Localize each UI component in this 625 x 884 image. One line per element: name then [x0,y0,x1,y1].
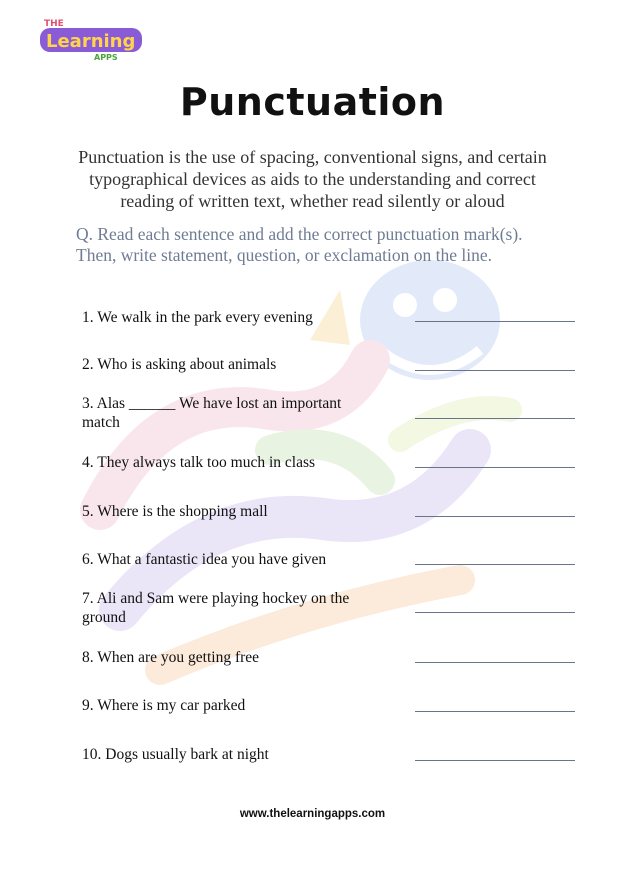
answer-line[interactable] [415,612,575,613]
question-text: 6. What a fantastic idea you have given [82,551,327,568]
answer-line[interactable] [415,516,575,517]
logo-text-the: THE [44,19,64,29]
question-text: 9. Where is my car parked [82,697,246,714]
page-title: Punctuation [179,80,446,124]
question-text: 2. Who is asking about animals [82,356,277,373]
answer-line[interactable] [415,321,575,322]
intro-paragraph: Punctuation is the use of spacing, conventional signs, and certain typographical devices as aids to the understanding and correct reading of written text, whether read silently or aloud [78,147,547,211]
question-text: 3. Alas ______ We have lost an important match [82,395,342,431]
footer-website-link[interactable]: www.thelearningapps.com [239,808,386,820]
answer-line[interactable] [415,564,575,565]
logo-text-apps: APPS [94,53,118,62]
instruction-text: Q. Read each sentence and add the correct punctuation mark(s). Then, write statement, question, or exclamation on the line. [76,224,523,265]
question-text: 4. They always talk too much in class [82,454,316,471]
question-text: 1. We walk in the park every evening [82,309,313,326]
question-text: 7. Ali and Sam were playing hockey on the ground [82,590,350,626]
question-text: 8. When are you getting free [82,649,260,666]
answer-line[interactable] [415,662,575,663]
answer-line[interactable] [415,418,575,419]
answer-line[interactable] [415,370,575,371]
answer-line[interactable] [415,711,575,712]
question-text: 5. Where is the shopping mall [82,503,268,520]
logo-text-learning: Learning [46,31,136,52]
question-text: 10. Dogs usually bark at night [82,746,269,763]
answer-line[interactable] [415,467,575,468]
answer-line[interactable] [415,760,575,761]
